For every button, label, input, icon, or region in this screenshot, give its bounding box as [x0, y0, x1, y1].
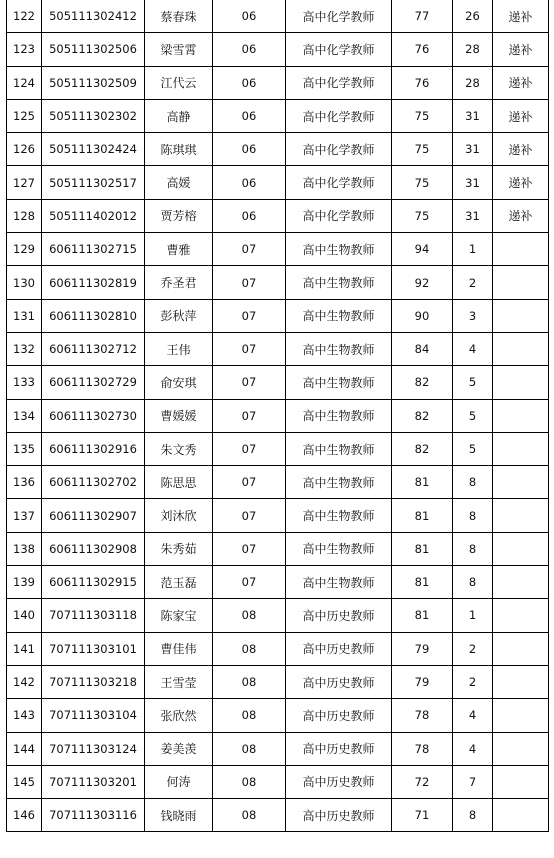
exam-id-cell: 505111302506	[42, 33, 145, 66]
position-code-cell: 07	[213, 266, 286, 299]
remark-cell: 递补	[493, 0, 549, 33]
position-name-cell: 高中生物教师	[286, 266, 392, 299]
remark-cell	[493, 665, 549, 698]
table-row	[7, 366, 549, 399]
row-number-cell: 123	[7, 33, 42, 66]
score-cell: 76	[392, 66, 453, 99]
candidate-name-cell: 曹佳伟	[145, 632, 213, 665]
remark-cell	[493, 332, 549, 365]
table-row	[7, 566, 549, 599]
row-number-cell: 128	[7, 199, 42, 232]
rank-cell: 26	[453, 0, 493, 33]
position-code-cell: 07	[213, 233, 286, 266]
exam-id-cell: 606111302907	[42, 499, 145, 532]
rank-cell: 4	[453, 332, 493, 365]
rank-cell: 2	[453, 665, 493, 698]
candidate-name-cell: 乔圣君	[145, 266, 213, 299]
score-cell: 82	[392, 399, 453, 432]
rank-cell: 2	[453, 266, 493, 299]
remark-cell	[493, 499, 549, 532]
score-cell: 71	[392, 799, 453, 832]
row-number-cell: 146	[7, 799, 42, 832]
remark-cell	[493, 366, 549, 399]
row-number-cell: 135	[7, 432, 42, 465]
rank-cell: 4	[453, 732, 493, 765]
exam-id-cell: 606111302810	[42, 299, 145, 332]
row-number-cell: 125	[7, 99, 42, 132]
exam-id-cell: 707111303101	[42, 632, 145, 665]
exam-id-cell: 606111302729	[42, 366, 145, 399]
remark-cell: 递补	[493, 199, 549, 232]
exam-id-cell: 505111302509	[42, 66, 145, 99]
exam-id-cell: 606111302712	[42, 332, 145, 365]
score-cell: 79	[392, 665, 453, 698]
row-number-cell: 131	[7, 299, 42, 332]
score-cell: 75	[392, 133, 453, 166]
position-name-cell: 高中生物教师	[286, 332, 392, 365]
table-row	[7, 599, 549, 632]
candidate-name-cell: 江代云	[145, 66, 213, 99]
remark-cell	[493, 765, 549, 798]
position-name-cell: 高中历史教师	[286, 632, 392, 665]
position-code-cell: 08	[213, 799, 286, 832]
remark-cell	[493, 466, 549, 499]
position-code-cell: 08	[213, 699, 286, 732]
row-number-cell: 134	[7, 399, 42, 432]
candidate-name-cell: 曹媛媛	[145, 399, 213, 432]
table-row	[7, 332, 549, 365]
candidate-name-cell: 范玉磊	[145, 566, 213, 599]
rank-cell: 28	[453, 66, 493, 99]
candidate-name-cell: 蔡春珠	[145, 0, 213, 33]
table-row	[7, 732, 549, 765]
position-name-cell: 高中生物教师	[286, 366, 392, 399]
table-row	[7, 399, 549, 432]
remark-cell	[493, 532, 549, 565]
score-cell: 84	[392, 332, 453, 365]
candidate-name-cell: 朱秀茹	[145, 532, 213, 565]
exam-id-cell: 606111302916	[42, 432, 145, 465]
rank-cell: 31	[453, 99, 493, 132]
candidate-name-cell: 王雪莹	[145, 665, 213, 698]
candidate-name-cell: 钱晓雨	[145, 799, 213, 832]
rank-cell: 1	[453, 233, 493, 266]
row-number-cell: 144	[7, 732, 42, 765]
rank-cell: 5	[453, 399, 493, 432]
table-row	[7, 166, 549, 199]
row-number-cell: 137	[7, 499, 42, 532]
score-cell: 76	[392, 33, 453, 66]
position-name-cell: 高中生物教师	[286, 432, 392, 465]
table-row	[7, 499, 549, 532]
position-code-cell: 08	[213, 599, 286, 632]
position-code-cell: 07	[213, 499, 286, 532]
score-cell: 81	[392, 499, 453, 532]
position-name-cell: 高中化学教师	[286, 133, 392, 166]
table-row	[7, 233, 549, 266]
remark-cell: 递补	[493, 99, 549, 132]
exam-id-cell: 707111303201	[42, 765, 145, 798]
exam-id-cell: 606111302715	[42, 233, 145, 266]
score-cell: 75	[392, 99, 453, 132]
position-name-cell: 高中生物教师	[286, 532, 392, 565]
position-name-cell: 高中生物教师	[286, 499, 392, 532]
position-name-cell: 高中化学教师	[286, 66, 392, 99]
position-name-cell: 高中化学教师	[286, 0, 392, 33]
table-row	[7, 632, 549, 665]
remark-cell	[493, 732, 549, 765]
rank-cell: 5	[453, 366, 493, 399]
candidate-name-cell: 姜美羡	[145, 732, 213, 765]
candidate-name-cell: 陈思思	[145, 466, 213, 499]
remark-cell	[493, 699, 549, 732]
candidate-name-cell: 梁雪霄	[145, 33, 213, 66]
results-table	[6, 0, 549, 832]
table-row	[7, 266, 549, 299]
rank-cell: 8	[453, 499, 493, 532]
rank-cell: 8	[453, 566, 493, 599]
position-code-cell: 06	[213, 33, 286, 66]
remark-cell	[493, 632, 549, 665]
position-name-cell: 高中生物教师	[286, 299, 392, 332]
row-number-cell: 141	[7, 632, 42, 665]
position-name-cell: 高中历史教师	[286, 799, 392, 832]
position-name-cell: 高中生物教师	[286, 466, 392, 499]
rank-cell: 31	[453, 166, 493, 199]
row-number-cell: 145	[7, 765, 42, 798]
candidate-name-cell: 俞安琪	[145, 366, 213, 399]
position-code-cell: 06	[213, 66, 286, 99]
position-code-cell: 07	[213, 532, 286, 565]
position-code-cell: 07	[213, 432, 286, 465]
remark-cell: 递补	[493, 133, 549, 166]
score-cell: 92	[392, 266, 453, 299]
position-name-cell: 高中历史教师	[286, 732, 392, 765]
remark-cell	[493, 432, 549, 465]
table-row	[7, 99, 549, 132]
table-row	[7, 432, 549, 465]
table-row	[7, 299, 549, 332]
position-name-cell: 高中历史教师	[286, 599, 392, 632]
rank-cell: 5	[453, 432, 493, 465]
table-row	[7, 199, 549, 232]
table-row	[7, 665, 549, 698]
candidate-name-cell: 高媛	[145, 166, 213, 199]
position-name-cell: 高中生物教师	[286, 399, 392, 432]
position-name-cell: 高中历史教师	[286, 665, 392, 698]
score-cell: 78	[392, 732, 453, 765]
exam-id-cell: 707111303218	[42, 665, 145, 698]
row-number-cell: 126	[7, 133, 42, 166]
position-code-cell: 08	[213, 632, 286, 665]
score-cell: 75	[392, 199, 453, 232]
row-number-cell: 142	[7, 665, 42, 698]
score-cell: 82	[392, 366, 453, 399]
position-code-cell: 06	[213, 0, 286, 33]
position-code-cell: 07	[213, 566, 286, 599]
position-code-cell: 06	[213, 199, 286, 232]
table-row	[7, 33, 549, 66]
table-row	[7, 466, 549, 499]
position-code-cell: 06	[213, 166, 286, 199]
position-name-cell: 高中生物教师	[286, 233, 392, 266]
score-cell: 81	[392, 466, 453, 499]
score-cell: 72	[392, 765, 453, 798]
score-cell: 94	[392, 233, 453, 266]
position-code-cell: 07	[213, 299, 286, 332]
remark-cell	[493, 566, 549, 599]
position-code-cell: 07	[213, 332, 286, 365]
position-name-cell: 高中生物教师	[286, 566, 392, 599]
candidate-name-cell: 彭秋萍	[145, 299, 213, 332]
candidate-name-cell: 贾芳榕	[145, 199, 213, 232]
exam-id-cell: 606111302730	[42, 399, 145, 432]
row-number-cell: 133	[7, 366, 42, 399]
exam-id-cell: 606111302915	[42, 566, 145, 599]
table-row	[7, 699, 549, 732]
candidate-name-cell: 陈琪琪	[145, 133, 213, 166]
exam-id-cell: 707111303124	[42, 732, 145, 765]
score-cell: 77	[392, 0, 453, 33]
score-cell: 90	[392, 299, 453, 332]
rank-cell: 31	[453, 133, 493, 166]
score-cell: 81	[392, 599, 453, 632]
position-code-cell: 08	[213, 732, 286, 765]
position-code-cell: 07	[213, 399, 286, 432]
rank-cell: 4	[453, 699, 493, 732]
remark-cell	[493, 233, 549, 266]
position-name-cell: 高中历史教师	[286, 699, 392, 732]
exam-id-cell: 707111303104	[42, 699, 145, 732]
remark-cell	[493, 799, 549, 832]
row-number-cell: 124	[7, 66, 42, 99]
exam-id-cell: 505111302424	[42, 133, 145, 166]
row-number-cell: 130	[7, 266, 42, 299]
remark-cell	[493, 299, 549, 332]
rank-cell: 28	[453, 33, 493, 66]
exam-id-cell: 505111302302	[42, 99, 145, 132]
exam-id-cell: 505111302412	[42, 0, 145, 33]
row-number-cell: 122	[7, 0, 42, 33]
rank-cell: 31	[453, 199, 493, 232]
rank-cell: 8	[453, 799, 493, 832]
score-cell: 82	[392, 432, 453, 465]
candidate-name-cell: 曹雅	[145, 233, 213, 266]
remark-cell	[493, 399, 549, 432]
row-number-cell: 129	[7, 233, 42, 266]
table-row	[7, 66, 549, 99]
score-cell: 81	[392, 532, 453, 565]
table-row	[7, 0, 549, 33]
remark-cell	[493, 266, 549, 299]
score-cell: 78	[392, 699, 453, 732]
rank-cell: 2	[453, 632, 493, 665]
table-row	[7, 799, 549, 832]
row-number-cell: 127	[7, 166, 42, 199]
exam-id-cell: 606111302819	[42, 266, 145, 299]
candidate-name-cell: 王伟	[145, 332, 213, 365]
row-number-cell: 139	[7, 566, 42, 599]
row-number-cell: 132	[7, 332, 42, 365]
position-name-cell: 高中化学教师	[286, 166, 392, 199]
remark-cell	[493, 599, 549, 632]
rank-cell: 8	[453, 466, 493, 499]
exam-id-cell: 707111303116	[42, 799, 145, 832]
exam-id-cell: 505111302517	[42, 166, 145, 199]
position-code-cell: 08	[213, 665, 286, 698]
position-name-cell: 高中化学教师	[286, 199, 392, 232]
score-cell: 79	[392, 632, 453, 665]
position-name-cell: 高中化学教师	[286, 99, 392, 132]
score-cell: 81	[392, 566, 453, 599]
candidate-name-cell: 何涛	[145, 765, 213, 798]
candidate-name-cell: 陈家宝	[145, 599, 213, 632]
exam-id-cell: 505111402012	[42, 199, 145, 232]
position-name-cell: 高中化学教师	[286, 33, 392, 66]
table-row	[7, 532, 549, 565]
rank-cell: 1	[453, 599, 493, 632]
rank-cell: 7	[453, 765, 493, 798]
candidate-name-cell: 刘沐欣	[145, 499, 213, 532]
rank-cell: 8	[453, 532, 493, 565]
remark-cell: 递补	[493, 33, 549, 66]
exam-id-cell: 606111302702	[42, 466, 145, 499]
remark-cell: 递补	[493, 66, 549, 99]
row-number-cell: 136	[7, 466, 42, 499]
table-row	[7, 133, 549, 166]
position-code-cell: 06	[213, 99, 286, 132]
candidate-name-cell: 朱文秀	[145, 432, 213, 465]
score-cell: 75	[392, 166, 453, 199]
row-number-cell: 143	[7, 699, 42, 732]
rank-cell: 3	[453, 299, 493, 332]
position-name-cell: 高中历史教师	[286, 765, 392, 798]
position-code-cell: 08	[213, 765, 286, 798]
exam-id-cell: 606111302908	[42, 532, 145, 565]
remark-cell: 递补	[493, 166, 549, 199]
position-code-cell: 06	[213, 133, 286, 166]
row-number-cell: 140	[7, 599, 42, 632]
row-number-cell: 138	[7, 532, 42, 565]
exam-id-cell: 707111303118	[42, 599, 145, 632]
position-code-cell: 07	[213, 366, 286, 399]
table-row	[7, 765, 549, 798]
candidate-name-cell: 张欣然	[145, 699, 213, 732]
candidate-name-cell: 高静	[145, 99, 213, 132]
position-code-cell: 07	[213, 466, 286, 499]
